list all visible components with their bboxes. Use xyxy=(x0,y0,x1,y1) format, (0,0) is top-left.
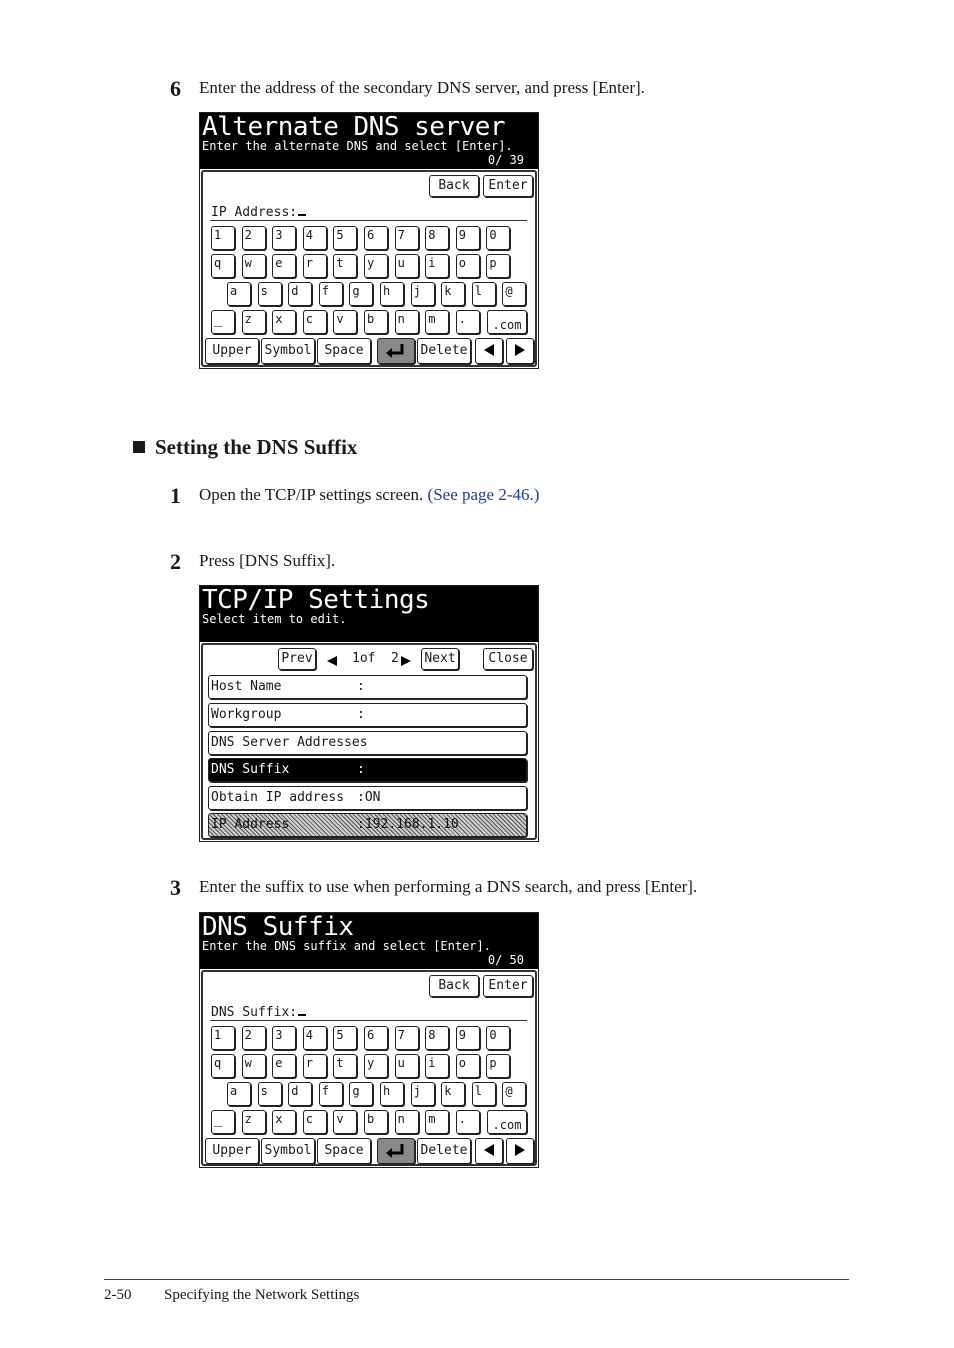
key-o[interactable]: o xyxy=(456,254,480,278)
row-value: : xyxy=(357,707,365,722)
setting-row-workgroup[interactable] xyxy=(208,703,527,727)
delete-button[interactable]: Delete xyxy=(417,338,471,364)
screen-body xyxy=(201,970,537,1166)
setting-row-host-name[interactable] xyxy=(208,675,527,699)
key-dotcom[interactable]: .com xyxy=(487,310,527,334)
key-dot[interactable]: . xyxy=(456,1110,480,1134)
key-b[interactable]: b xyxy=(364,1110,388,1134)
key-u[interactable]: u xyxy=(395,254,419,278)
row-value: :ON xyxy=(357,790,381,805)
field-label: IP Address: xyxy=(211,205,298,220)
key-4[interactable]: 4 xyxy=(303,1026,327,1050)
key-underscore[interactable]: _ xyxy=(211,310,235,334)
key-0[interactable]: 0 xyxy=(486,1026,510,1050)
screen-title: DNS Suffix xyxy=(202,912,354,942)
text-cursor xyxy=(298,1004,306,1016)
key-o[interactable]: o xyxy=(456,1054,480,1078)
right-triangle-icon xyxy=(400,652,412,671)
key-q[interactable]: q xyxy=(211,1054,235,1078)
key-f[interactable]: f xyxy=(319,282,343,306)
enter-key-button[interactable] xyxy=(377,338,415,364)
upper-button[interactable]: Upper xyxy=(205,1138,259,1164)
key-8[interactable]: 8 xyxy=(425,226,449,250)
key-at[interactable]: @ xyxy=(502,282,526,306)
key-1[interactable]: 1 xyxy=(211,1026,235,1050)
key-q[interactable]: q xyxy=(211,254,235,278)
key-x[interactable]: x xyxy=(272,310,296,334)
row-label: Host Name xyxy=(211,679,282,694)
text-cursor xyxy=(298,204,306,216)
page-total: 2 xyxy=(391,651,399,666)
key-x[interactable]: x xyxy=(272,1110,296,1134)
key-e[interactable]: e xyxy=(272,254,296,278)
char-counter: 0/ 50 xyxy=(487,953,524,967)
key-6[interactable]: 6 xyxy=(364,226,388,250)
key-y[interactable]: y xyxy=(364,254,388,278)
screen-title: Alternate DNS server xyxy=(202,112,506,142)
key-l[interactable]: l xyxy=(472,1082,496,1106)
page-indicator: 1of xyxy=(352,651,376,666)
key-z[interactable]: z xyxy=(242,310,266,334)
key-l[interactable]: l xyxy=(472,282,496,306)
key-a[interactable]: a xyxy=(227,282,251,306)
page-reference-link[interactable]: (See page 2-46.) xyxy=(427,485,540,504)
key-t[interactable]: t xyxy=(333,1054,357,1078)
enter-button[interactable]: Enter xyxy=(483,175,533,197)
cursor-left-button[interactable] xyxy=(475,338,503,364)
field-label: DNS Suffix: xyxy=(211,1005,298,1020)
screen-subtitle: Enter the alternate DNS and select [Enter]. xyxy=(202,139,513,153)
step-text xyxy=(199,485,539,505)
key-1[interactable]: 1 xyxy=(211,226,235,250)
key-9[interactable]: 9 xyxy=(456,1026,480,1050)
screen-subtitle: Select item to edit. xyxy=(202,612,347,626)
space-button[interactable]: Space xyxy=(317,1138,371,1164)
key-h[interactable]: h xyxy=(380,282,404,306)
key-f[interactable]: f xyxy=(319,1082,343,1106)
close-button[interactable]: Close xyxy=(483,648,533,670)
key-w[interactable]: w xyxy=(242,1054,266,1078)
left-triangle-icon xyxy=(326,652,338,671)
ip-address-field[interactable] xyxy=(211,204,306,221)
dns-suffix-field[interactable] xyxy=(211,1004,306,1021)
next-button[interactable]: Next xyxy=(421,648,459,670)
key-e[interactable]: e xyxy=(272,1054,296,1078)
prev-button[interactable]: Prev xyxy=(278,648,316,670)
key-9[interactable]: 9 xyxy=(456,226,480,250)
back-button[interactable]: Back xyxy=(429,975,479,997)
key-m[interactable]: m xyxy=(425,1110,449,1134)
right-arrow-icon xyxy=(507,1143,533,1157)
key-a[interactable]: a xyxy=(227,1082,251,1106)
key-dot[interactable]: . xyxy=(456,310,480,334)
tcpip-settings-screen xyxy=(199,585,539,842)
symbol-button[interactable]: Symbol xyxy=(261,338,315,364)
row-value: :192.168.1.10 xyxy=(357,817,459,832)
row-label: DNS Suffix xyxy=(211,762,290,777)
left-arrow-icon xyxy=(476,343,502,357)
row-label: Obtain IP address xyxy=(211,790,345,805)
key-k[interactable]: k xyxy=(441,1082,465,1106)
key-r[interactable]: r xyxy=(303,1054,327,1078)
row-label: IP Address xyxy=(211,817,290,832)
key-z[interactable]: z xyxy=(242,1110,266,1134)
key-g[interactable]: g xyxy=(349,282,373,306)
key-r[interactable]: r xyxy=(303,254,327,278)
key-5[interactable]: 5 xyxy=(333,226,357,250)
key-s[interactable]: s xyxy=(258,282,282,306)
cursor-right-button[interactable] xyxy=(506,338,534,364)
key-m[interactable]: m xyxy=(425,310,449,334)
key-underscore[interactable]: _ xyxy=(211,1110,235,1134)
key-n[interactable]: n xyxy=(395,310,419,334)
screen-title: TCP/IP Settings xyxy=(202,585,430,615)
key-d[interactable]: d xyxy=(288,1082,312,1106)
key-h[interactable]: h xyxy=(380,1082,404,1106)
symbol-button[interactable]: Symbol xyxy=(261,1138,315,1164)
enter-button[interactable]: Enter xyxy=(483,975,533,997)
key-j[interactable]: j xyxy=(411,282,435,306)
key-4[interactable]: 4 xyxy=(303,226,327,250)
key-k[interactable]: k xyxy=(441,282,465,306)
key-6[interactable]: 6 xyxy=(364,1026,388,1050)
field-underline xyxy=(210,220,527,221)
key-c[interactable]: c xyxy=(303,310,327,334)
key-i[interactable]: i xyxy=(425,1054,449,1078)
key-v[interactable]: v xyxy=(333,1110,357,1134)
key-2[interactable]: 2 xyxy=(242,226,266,250)
step-text: Enter the address of the secondary DNS server, and press [Enter]. xyxy=(199,78,645,97)
key-3[interactable]: 3 xyxy=(272,1026,296,1050)
return-arrow-icon xyxy=(378,1143,414,1159)
key-d[interactable]: d xyxy=(288,282,312,306)
screen-header xyxy=(200,913,538,969)
key-j[interactable]: j xyxy=(411,1082,435,1106)
cursor-left-button[interactable] xyxy=(475,1138,503,1164)
key-b[interactable]: b xyxy=(364,310,388,334)
key-p[interactable]: p xyxy=(486,254,510,278)
dns-suffix-screen xyxy=(199,912,539,1168)
row-value: : xyxy=(357,762,365,777)
footer-rule xyxy=(104,1279,849,1280)
key-i[interactable]: i xyxy=(425,254,449,278)
key-t[interactable]: t xyxy=(333,254,357,278)
key-y[interactable]: y xyxy=(364,1054,388,1078)
back-button[interactable]: Back xyxy=(429,175,479,197)
step-number: 2 xyxy=(170,549,181,574)
enter-key-button[interactable] xyxy=(377,1138,415,1164)
key-7[interactable]: 7 xyxy=(395,1026,419,1050)
key-7[interactable]: 7 xyxy=(395,226,419,250)
square-bullet-icon xyxy=(133,441,145,453)
row-value: : xyxy=(357,679,365,694)
row-label: Workgroup xyxy=(211,707,282,722)
key-8[interactable]: 8 xyxy=(425,1026,449,1050)
setting-row-obtain-ip-address[interactable] xyxy=(208,786,527,810)
key-c[interactable]: c xyxy=(303,1110,327,1134)
key-dotcom[interactable]: .com xyxy=(487,1110,527,1134)
section-heading xyxy=(133,435,357,459)
delete-button[interactable]: Delete xyxy=(417,1138,471,1164)
setting-row-dns-server-addresses[interactable] xyxy=(208,731,527,755)
key-w[interactable]: w xyxy=(242,254,266,278)
return-arrow-icon xyxy=(378,343,414,359)
key-p[interactable]: p xyxy=(486,1054,510,1078)
space-button[interactable]: Space xyxy=(317,338,371,364)
cursor-right-button[interactable] xyxy=(506,1138,534,1164)
right-arrow-icon xyxy=(507,343,533,357)
screen-body xyxy=(201,643,537,840)
step-number: 3 xyxy=(170,875,181,900)
char-counter: 0/ 39 xyxy=(487,153,524,167)
key-s[interactable]: s xyxy=(258,1082,282,1106)
screen-subtitle: Enter the DNS suffix and select [Enter]. xyxy=(202,939,491,953)
screen-header xyxy=(200,113,538,169)
field-underline xyxy=(210,1020,527,1021)
screen-header xyxy=(200,586,538,642)
row-label: DNS Server Addresses xyxy=(211,735,368,750)
left-arrow-icon xyxy=(476,1143,502,1157)
key-u[interactable]: u xyxy=(395,1054,419,1078)
screen-body xyxy=(201,170,537,367)
key-v[interactable]: v xyxy=(333,310,357,334)
alternate-dns-screen xyxy=(199,112,539,369)
key-3[interactable]: 3 xyxy=(272,226,296,250)
step-number: 1 xyxy=(170,483,181,508)
setting-row-dns-suffix[interactable] xyxy=(208,758,527,782)
step-text: Enter the suffix to use when performing a DNS search, and press [Enter]. xyxy=(199,877,698,896)
key-5[interactable]: 5 xyxy=(333,1026,357,1050)
key-g[interactable]: g xyxy=(349,1082,373,1106)
key-at[interactable]: @ xyxy=(502,1082,526,1106)
page-number: 2-50 xyxy=(104,1287,132,1303)
footer-chapter-title: Specifying the Network Settings xyxy=(164,1287,360,1303)
section-title: Setting the DNS Suffix xyxy=(155,435,358,459)
step-text-main: Open the TCP/IP settings screen. xyxy=(199,485,424,504)
setting-row-ip-address xyxy=(208,813,527,837)
key-n[interactable]: n xyxy=(395,1110,419,1134)
key-0[interactable]: 0 xyxy=(486,226,510,250)
upper-button[interactable]: Upper xyxy=(205,338,259,364)
step-number: 6 xyxy=(170,76,181,101)
key-2[interactable]: 2 xyxy=(242,1026,266,1050)
step-text: Press [DNS Suffix]. xyxy=(199,551,336,570)
